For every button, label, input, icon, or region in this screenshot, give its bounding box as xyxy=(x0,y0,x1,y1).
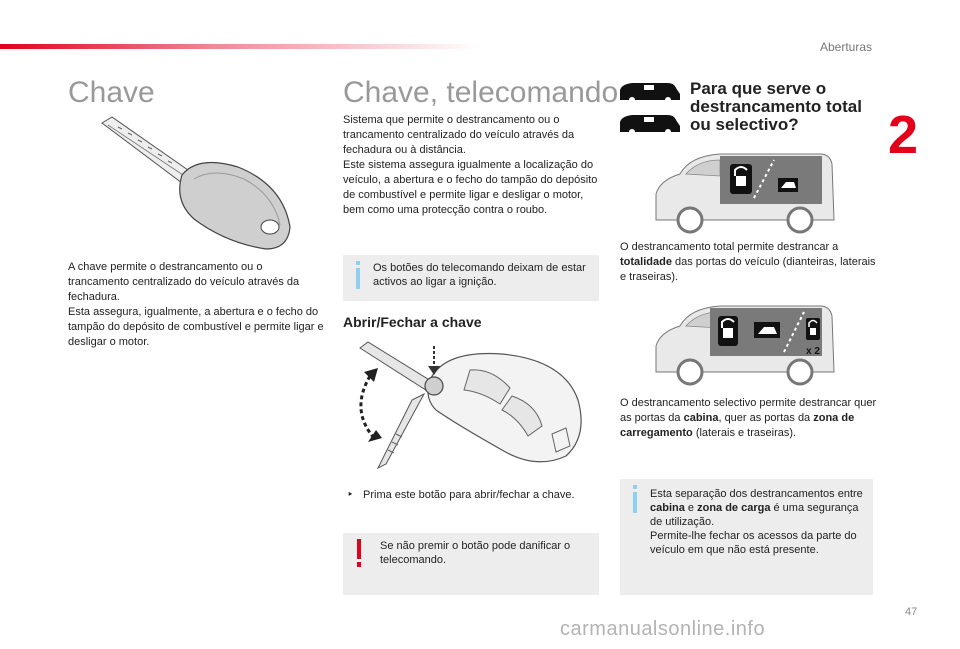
selective-text-part3: (laterais e traseiras). xyxy=(692,427,797,439)
total-text-bold: totalidade xyxy=(620,256,672,268)
rotate-arrow-icon xyxy=(361,368,382,442)
middle-title: Chave, telecomando xyxy=(343,76,619,109)
left-title: Chave xyxy=(68,76,155,109)
page-number: 47 xyxy=(905,606,918,618)
info-icon xyxy=(353,261,363,289)
middle-body xyxy=(343,113,601,218)
cabin-door-icon xyxy=(754,322,780,338)
key-illustration xyxy=(98,115,298,255)
info-note-separation-text xyxy=(650,487,865,557)
total-text-part1: O destrancamento total permite destrancar a xyxy=(620,241,839,253)
chapter-number: 2 xyxy=(888,105,919,165)
van-selective-unlock-illustration xyxy=(650,300,840,390)
warning-icon xyxy=(354,539,364,567)
separation-text-part1: Esta separação dos destrancamentos entre xyxy=(650,488,863,500)
van-short-icon xyxy=(618,112,682,136)
info-icon xyxy=(630,485,640,513)
instruction-bullet-icon: ‣ xyxy=(347,489,354,501)
selective-text-part2: , quer as portas da xyxy=(718,412,814,424)
warning-note-text: Se não premir o botão pode danificar o telecomando. xyxy=(380,540,571,566)
warning-note xyxy=(343,533,599,595)
padlock-unlocked-icon xyxy=(730,164,752,194)
section-name: Aberturas xyxy=(819,40,872,54)
key-head xyxy=(180,163,290,250)
right-title: Para que serve o destrancamento total ou selectivo? xyxy=(690,79,862,134)
watermark: carmanualsonline.info xyxy=(560,618,766,640)
remote-key-illustration xyxy=(352,338,592,473)
middle-paragraph-2: Este sistema assegura igualmente a localização do veículo, a abertura e o fecho do tampão do depósito de combustível e permite ligar e desligar o motor, bem como uma protecção contra o roubo. xyxy=(343,159,598,216)
selective-text-bold2: zona de carregamento xyxy=(620,412,855,439)
separation-text-part2: e xyxy=(684,502,698,514)
van-long-icon xyxy=(618,80,682,104)
selective-text-bold1: cabina xyxy=(683,412,719,424)
instruction-row xyxy=(347,488,603,503)
selective-unlock-text xyxy=(620,396,878,441)
rear-door-icon xyxy=(778,178,798,192)
van-total-unlock-illustration xyxy=(650,148,840,238)
left-body xyxy=(68,260,326,350)
blade-release-button xyxy=(425,377,443,395)
middle-paragraph-1: Sistema que permite o destrancamento ou o trancamento centralizado do veículo através da fechadura ou à distância. xyxy=(343,114,575,156)
info-note-separation xyxy=(620,479,873,595)
left-paragraph-2: Esta assegura, igualmente, a abertura e o fecho do tampão do depósito de combustível e permite ligar e desligar o motor. xyxy=(68,306,324,348)
info-note-remote-text: Os botões do telecomando deixam de estar activos ao ligar a ignição. xyxy=(373,262,586,288)
padlock-cabin-icon xyxy=(718,316,738,346)
folding-blade xyxy=(360,342,436,468)
instruction-text: Prima este botão para abrir/fechar a chave. xyxy=(363,489,575,501)
separation-text-bold1: cabina xyxy=(650,502,685,514)
header-accent-bar xyxy=(0,44,480,49)
total-unlock-text xyxy=(620,240,878,285)
padlock-cargo-icon xyxy=(806,318,820,340)
separation-text-part3: é uma segurança de utilização. xyxy=(650,502,859,528)
middle-subtitle: Abrir/Fechar a chave xyxy=(343,314,482,330)
remote-fob xyxy=(428,354,581,462)
selective-text-part1: O destrancamento selectivo permite destrancar quer as portas da xyxy=(620,397,877,424)
info-note-remote xyxy=(343,255,599,301)
separation-text-line2: Permite-lhe fechar os acessos da parte do veículo em que não está presente. xyxy=(650,530,857,556)
left-paragraph-1: A chave permite o destrancamento ou o trancamento centralizado do veículo através da fechadura. xyxy=(68,261,300,303)
separation-text-bold2: zona de carga xyxy=(697,502,771,514)
total-text-part2: das portas do veículo (dianteiras, laterais e traseiras). xyxy=(620,256,876,283)
x2-label: x 2 xyxy=(806,346,820,357)
